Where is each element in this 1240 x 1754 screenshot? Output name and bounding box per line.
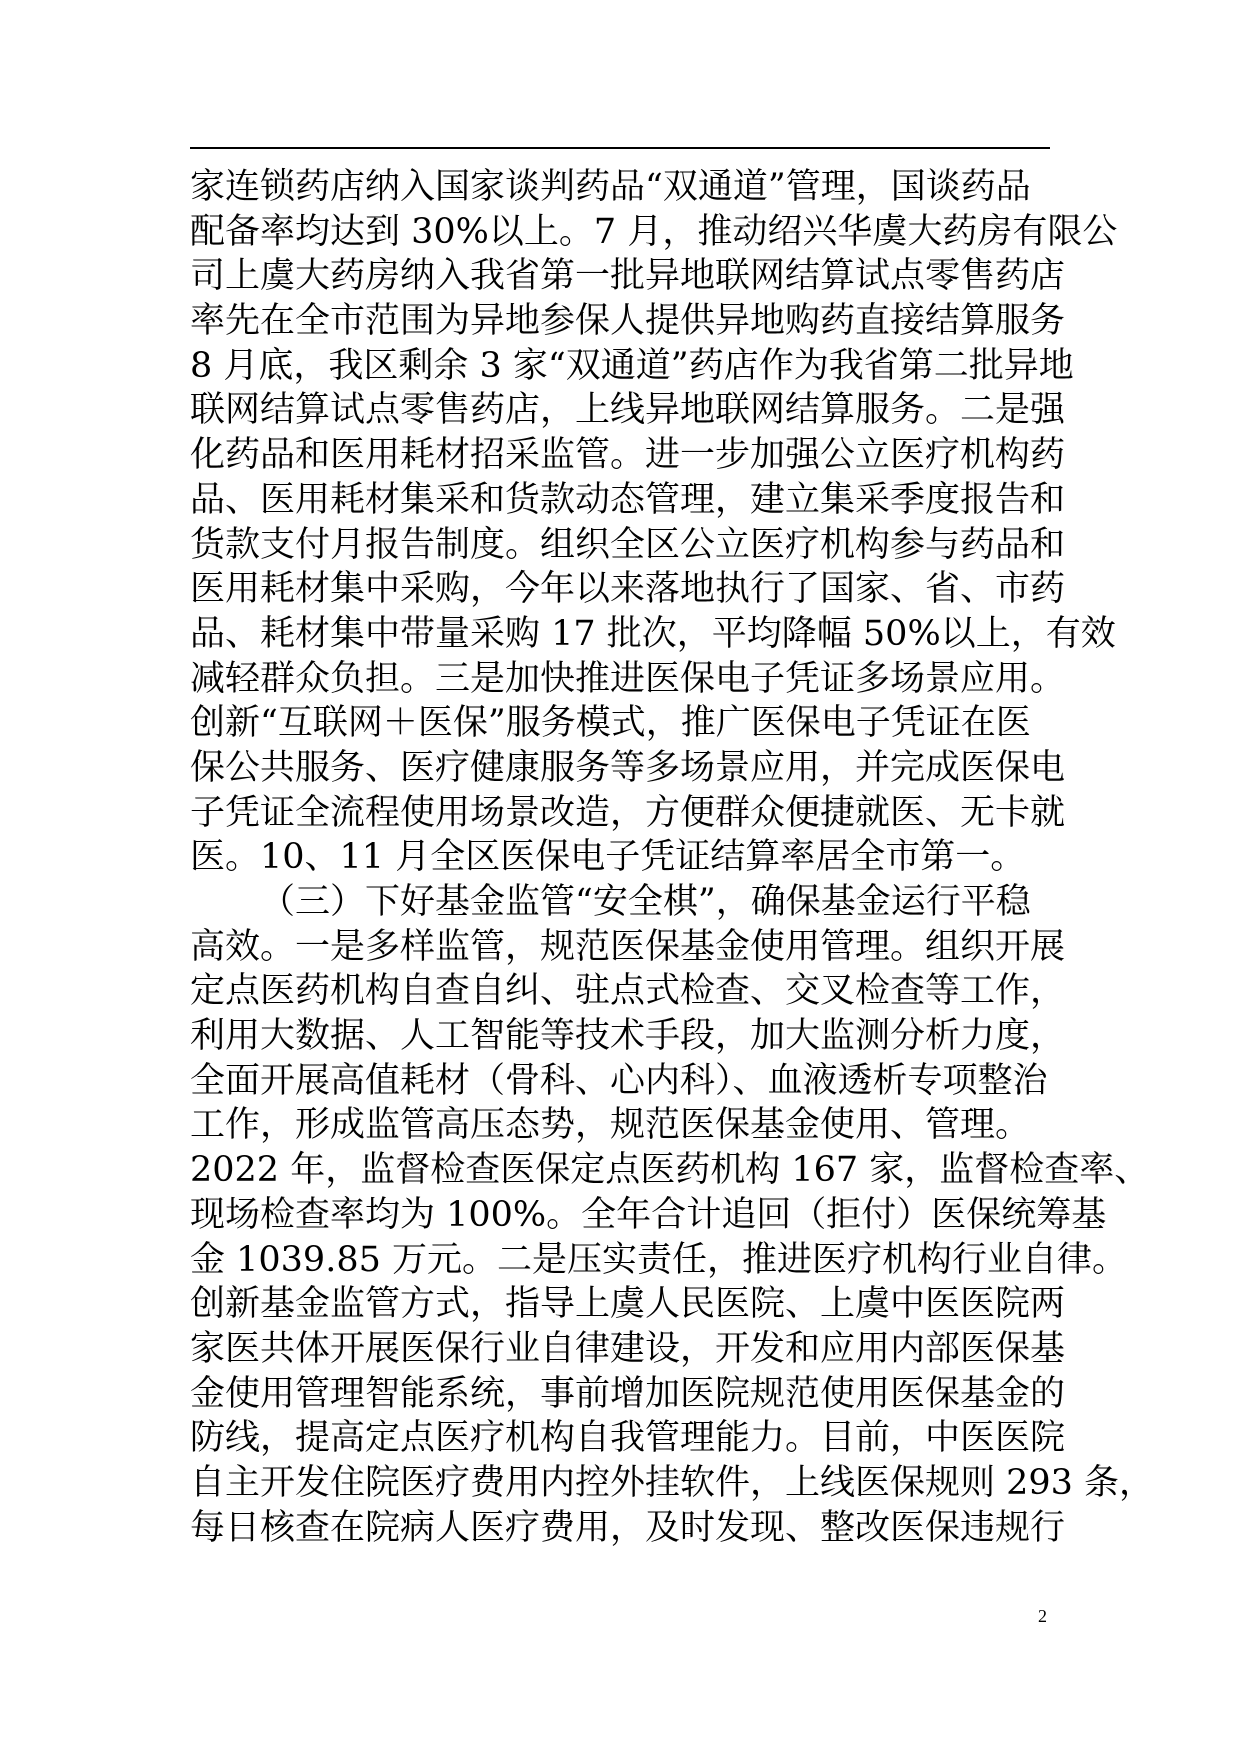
text-line: 司上虞大药房纳入我省第一批异地联网结算试点零售药店 xyxy=(190,256,1066,297)
text-line: 利用大数据、人工智能等技术手段，加大监测分析力度， xyxy=(190,1016,1066,1057)
text-line: 每日核查在院病人医疗费用，及时发现、整改医保违规行 xyxy=(190,1507,1066,1548)
text-line: 保公共服务、医疗健康服务等多场景应用，并完成医保电 xyxy=(190,747,1066,788)
page-number: 2 xyxy=(1038,1606,1047,1626)
text-line: 8 月底，我区剩余 3 家“双通道”药店作为我省第二批异地 xyxy=(190,345,1074,386)
text-line: 品、耗材集中带量采购 17 批次，平均降幅 50%以上，有效 xyxy=(190,613,1116,654)
text-line: 全面开展高值耗材（骨科、心内科）、血液透析专项整治 xyxy=(190,1060,1048,1101)
section-heading-line: （三）下好基金监管“安全棋”，确保基金运行平稳 xyxy=(260,882,1031,922)
text-line: 自主开发住院医疗费用内控外挂软件，上线医保规则 293 条， xyxy=(190,1462,1155,1503)
text-line: 创新“互联网＋医保”服务模式，推广医保电子凭证在医 xyxy=(190,703,1031,744)
text-line: 现场检查率均为 100%。全年合计追回（拒付）医保统筹基 xyxy=(190,1194,1107,1235)
text-line: 配备率均达到 30%以上。7 月，推动绍兴华虞大药房有限公 xyxy=(190,211,1118,252)
text-line: 品、医用耗材集采和货款动态管理，建立集采季度报告和 xyxy=(190,479,1066,520)
text-line: 金 1039.85 万元。二是压实责任，推进医疗机构行业自律。 xyxy=(190,1239,1127,1280)
text-line: 家医共体开展医保行业自律建设，开发和应用内部医保基 xyxy=(190,1328,1066,1369)
body-text xyxy=(190,165,1155,1550)
text-line: 化药品和医用耗材招采监管。进一步加强公立医疗机构药 xyxy=(190,435,1066,476)
header-rule xyxy=(190,147,1050,149)
text-line: 联网结算试点零售药店，上线异地联网结算服务。二是强 xyxy=(190,390,1066,431)
text-line: 创新基金监管方式，指导上虞人民医院、上虞中医医院两 xyxy=(190,1284,1066,1325)
text-line: 医用耗材集中采购，今年以来落地执行了国家、省、市药 xyxy=(190,569,1066,610)
text-line: 家连锁药店纳入国家谈判药品“双通道”管理，国谈药品 xyxy=(190,167,1031,207)
text-line: 工作，形成监管高压态势，规范医保基金使用、管理。 xyxy=(190,1105,1031,1146)
text-line: 高效。一是多样监管，规范医保基金使用管理。组织开展 xyxy=(190,926,1066,967)
text-line: 定点医药机构自查自纠、驻点式检查、交叉检查等工作， xyxy=(190,971,1066,1012)
text-line: 防线，提高定点医疗机构自我管理能力。目前，中医医院 xyxy=(190,1418,1066,1459)
text-line: 减轻群众负担。三是加快推进医保电子凭证多场景应用。 xyxy=(190,658,1066,699)
text-line: 货款支付月报告制度。组织全区公立医疗机构参与药品和 xyxy=(190,524,1066,565)
text-line: 率先在全市范围为异地参保人提供异地购药直接结算服务 xyxy=(190,301,1066,342)
text-line: 医。10、11 月全区医保电子凭证结算率居全市第一。 xyxy=(190,837,1026,878)
text-line: 子凭证全流程使用场景改造，方便群众便捷就医、无卡就 xyxy=(190,792,1066,833)
text-line: 金使用管理智能系统，事前增加医院规范使用医保基金的 xyxy=(190,1373,1066,1414)
text-line: 2022 年，监督检查医保定点医药机构 167 家，监督检查率、 xyxy=(190,1150,1150,1191)
